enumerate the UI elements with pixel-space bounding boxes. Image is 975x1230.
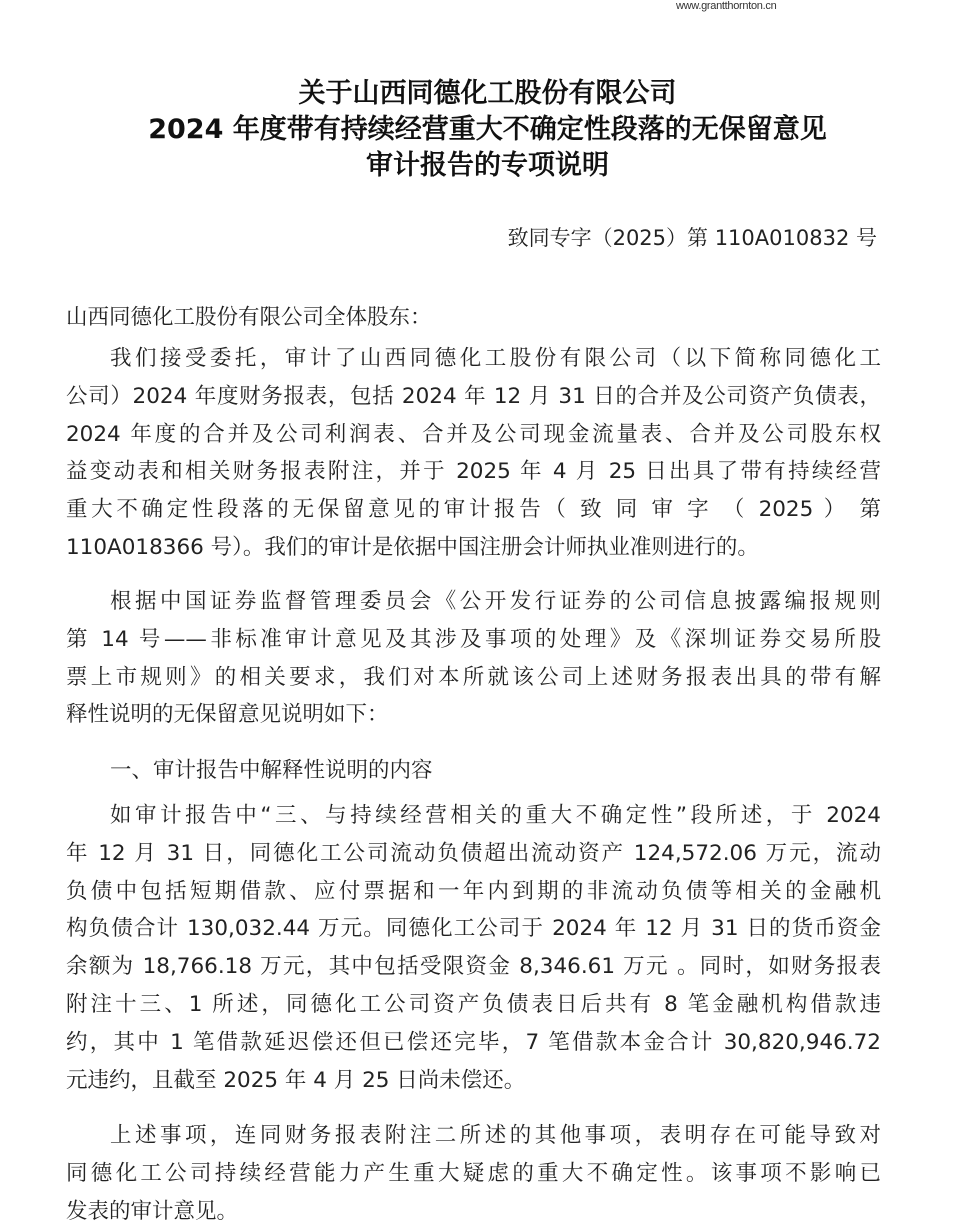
title-line: 2024 年度带有持续经营重大不确定性段落的无保留意见 — [148, 114, 827, 145]
paragraph-line: 上述事项，连同财务报表附注二所述的其他事项，表明存在可能导致对 — [110, 1123, 881, 1148]
salutation — [66, 299, 881, 337]
paragraph-line: 发表的审计意见。 — [66, 1198, 239, 1224]
paragraph-line: 票上市规则》的相关要求，我们对本所就该公司上述财务报表出具的带有解 — [66, 664, 881, 690]
paragraph-line: 第 14 号——非标准审计意见及其涉及事项的处理》及《深圳证券交易所股 — [66, 626, 881, 652]
paragraph-engagement — [66, 340, 881, 567]
paragraph-line: 年 12 月 31 日，同德化工公司流动负债超出流动资产 124,572.06 万元，流动 — [66, 840, 881, 866]
paragraph-line: 如审计报告中“三、与持续经营相关的重大不确定性”段所述，于 2024 — [110, 803, 881, 828]
paragraph-conclusion — [66, 1117, 881, 1230]
paragraph-line: 同德化工公司持续经营能力产生重大疑虑的重大不确定性。该事项不影响已 — [66, 1160, 881, 1186]
paragraph-line: 释性说明的无保留意见说明如下： — [66, 702, 389, 728]
paragraph-line: 负债中包括短期借款、应付票据和一年内到期的非流动负债等相关的金融机 — [66, 878, 881, 904]
paragraph-line: 益变动表和相关财务报表附注，并于 2025 年 4 月 25 日出具了带有持续经营 — [66, 459, 881, 485]
paragraph-line: 2024 年度的合并及公司利润表、合并及公司现金流量表、合并及公司股东权 — [66, 421, 881, 447]
title-line: 关于山西同德化工股份有限公司 — [298, 78, 677, 109]
paragraph-going-concern — [66, 797, 881, 1099]
paragraph-line: 110A018366 号）。我们的审计是依据中国注册会计师执业准则进行的。 — [66, 534, 759, 560]
paragraph-regulation — [66, 583, 881, 734]
paragraph-line: 余额为 18,766.18 万元，其中包括受限资金 8,346.61 万元 。同时，如财务报表 — [66, 954, 881, 980]
paragraph-line: 元违约，且截至 2025 年 4 月 25 日尚未偿还。 — [66, 1067, 526, 1093]
reference-number: 致同专字（2025）第 110A010832 号 — [507, 226, 877, 250]
paragraph-line: 约，其中 1 笔借款延迟偿还但已偿还完毕，7 笔借款本金合计 30,820,946.72 — [66, 1029, 881, 1055]
document-title — [0, 76, 975, 184]
paragraph-line: 根据中国证券监督管理委员会《公开发行证券的公司信息披露编报规则 — [110, 589, 881, 614]
website-url: www.grantthornton.cn — [676, 0, 777, 12]
section-heading — [66, 752, 881, 790]
section-heading-text: 一、审计报告中解释性说明的内容 — [110, 758, 433, 783]
paragraph-line: 我们接受委托，审计了山西同德化工股份有限公司（以下简称同德化工 — [110, 346, 881, 371]
paragraph-line: 重大不确定性段落的无保留意见的审计报告（ 致 同 审 字 （ 2025 ） 第 — [66, 497, 881, 523]
paragraph-line: 构负债合计 130,032.44 万元。同德化工公司于 2024 年 12 月 31 日的货币资金 — [66, 916, 881, 942]
salutation-text: 山西同德化工股份有限公司全体股东： — [66, 305, 432, 330]
title-line: 审计报告的专项说明 — [366, 150, 609, 181]
paragraph-line: 公司）2024 年度财务报表，包括 2024 年 12 月 31 日的合并及公司资产负债表， — [66, 383, 881, 409]
paragraph-line: 附注十三、1 所述，同德化工公司资产负债表日后共有 8 笔金融机构借款违 — [66, 991, 881, 1017]
